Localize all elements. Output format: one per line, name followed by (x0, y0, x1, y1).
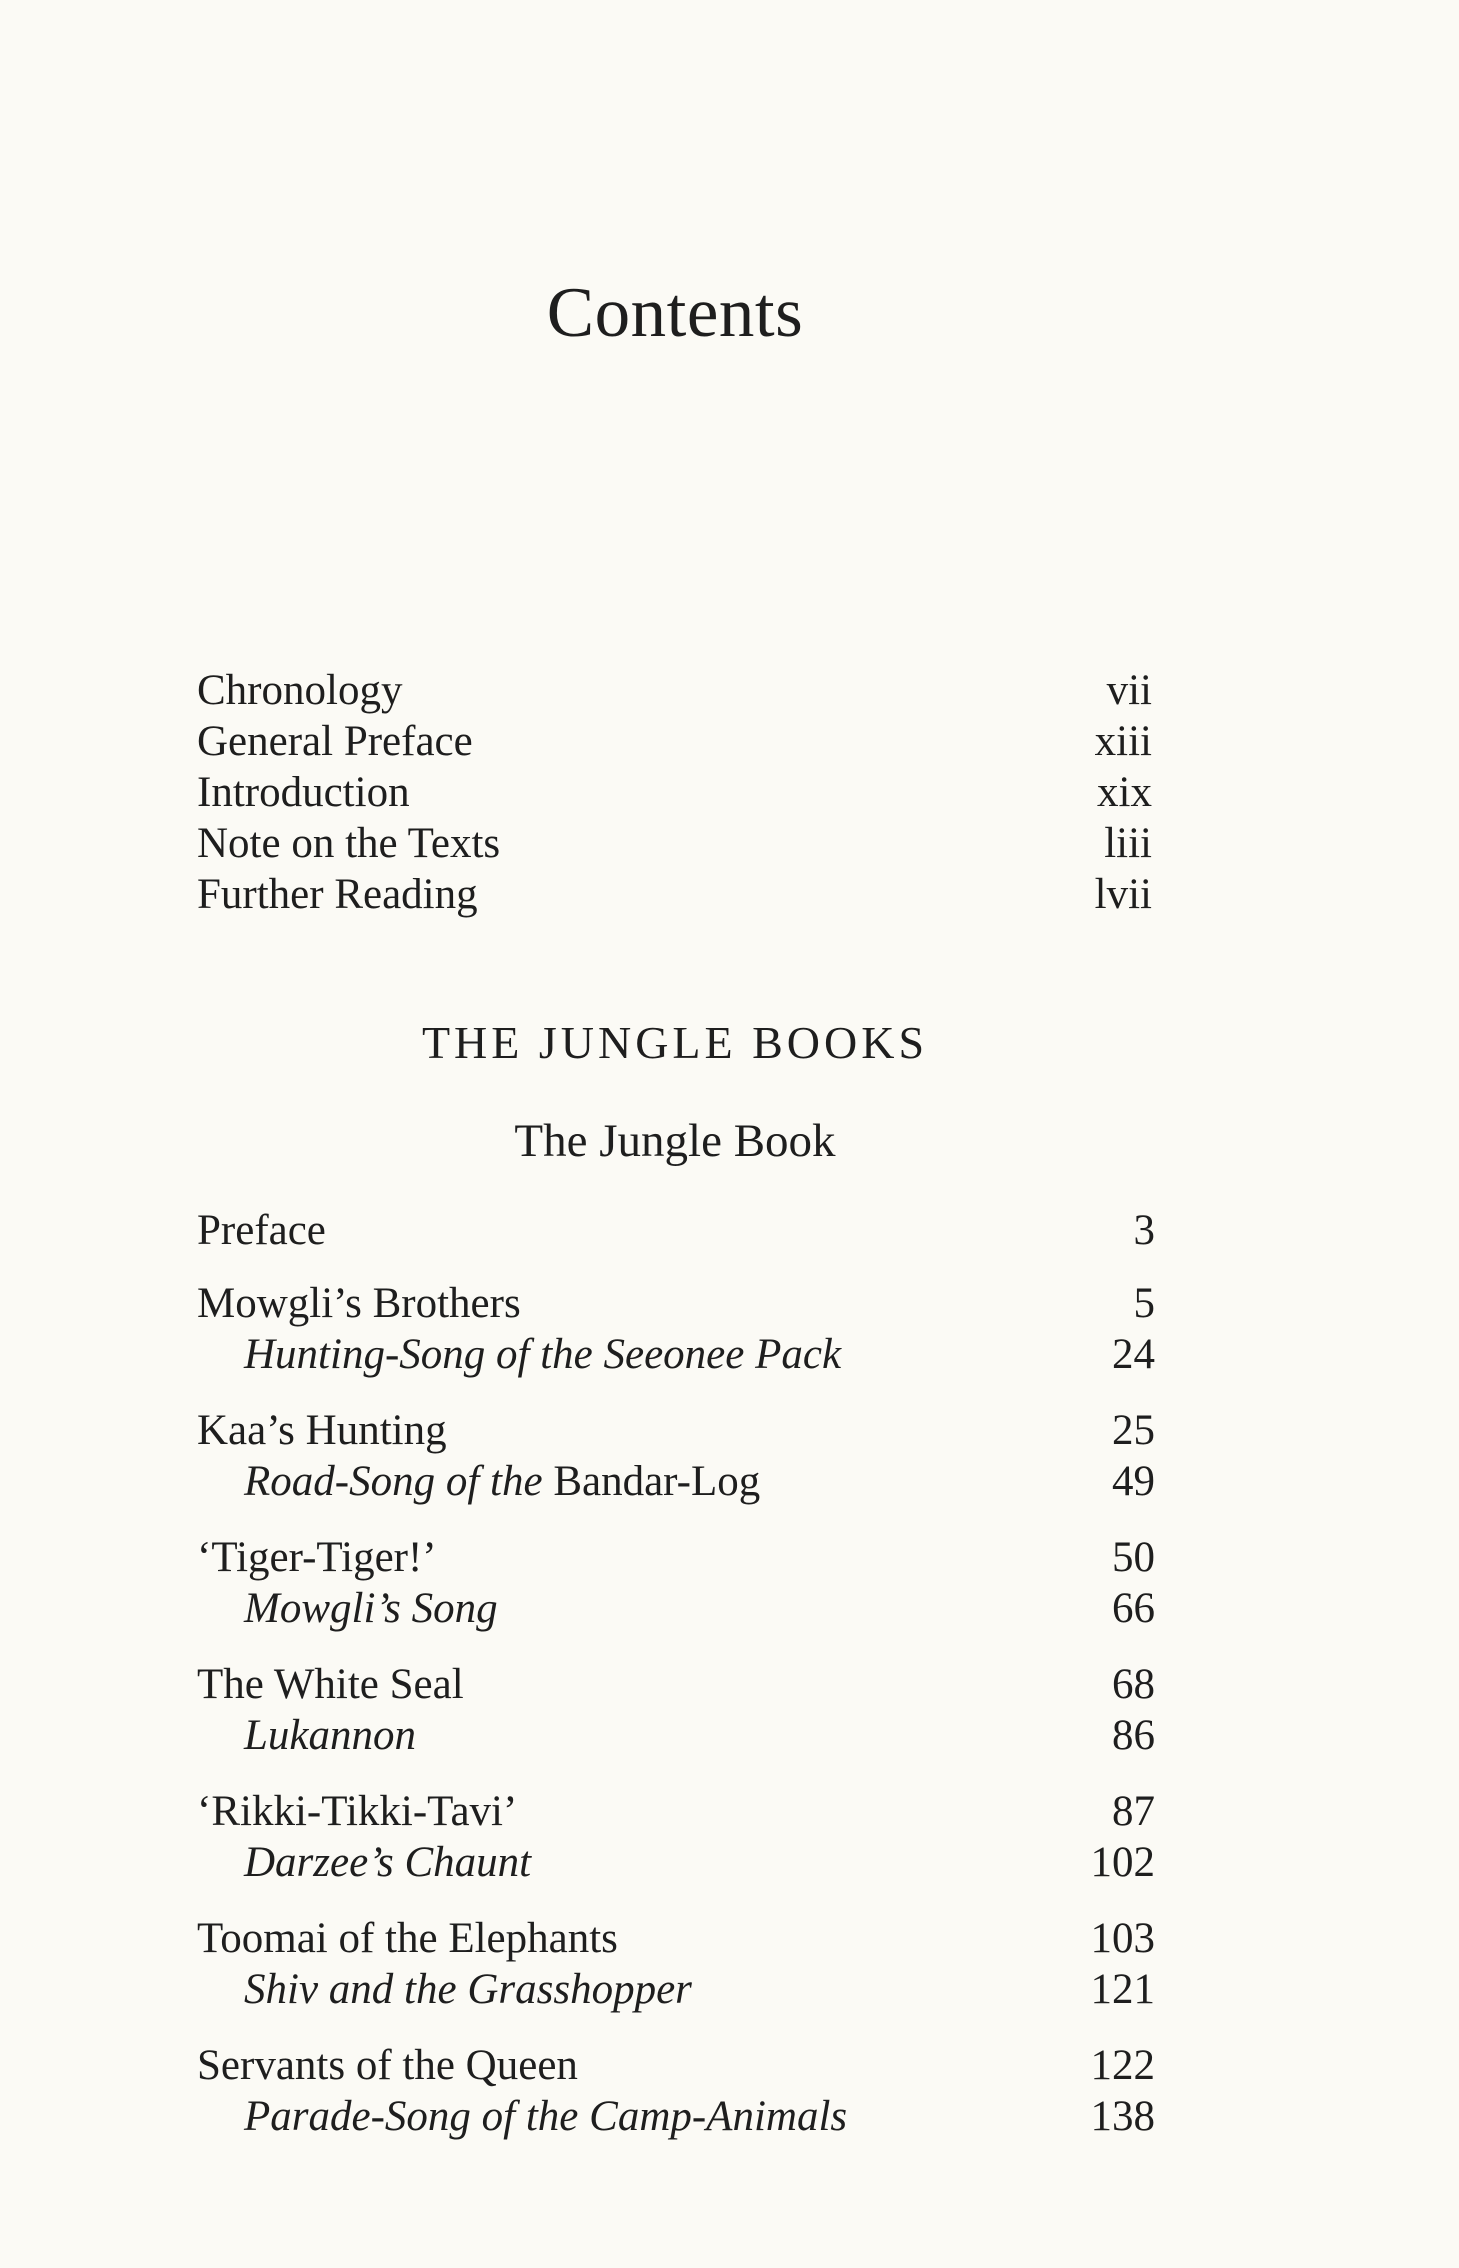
front-matter-list (197, 665, 1152, 920)
section-heading: THE JUNGLE BOOKS (421, 1017, 929, 1068)
song-row (197, 1964, 1155, 2015)
song-title: Shiv and the Grasshopper (244, 1966, 692, 2013)
toc-page-number: 49 (1112, 1458, 1155, 1505)
toc-entry-label: Introduction (197, 769, 410, 816)
story-entry (197, 1913, 1155, 2015)
toc-row (197, 1532, 1155, 1583)
toc-page-number: 68 (1112, 1661, 1155, 1708)
song-title: Parade-Song of the Camp-Animals (244, 2093, 848, 2140)
toc-page-number: 86 (1112, 1712, 1155, 1759)
song-row (197, 1837, 1155, 1888)
toc-row (197, 1786, 1155, 1837)
toc-row (197, 2040, 1155, 2091)
toc-page-number: 5 (1133, 1280, 1155, 1327)
toc-page-number: xix (1097, 769, 1152, 816)
toc-page-number: 25 (1112, 1407, 1155, 1454)
toc-page-number: 121 (1090, 1966, 1155, 2013)
song-title-roman: Bandar-Log (553, 1458, 761, 1505)
toc-page-number: vii (1106, 667, 1152, 714)
toc-row (197, 716, 1152, 767)
toc-page-number: 24 (1112, 1331, 1155, 1378)
toc-row (197, 1913, 1155, 1964)
toc-row (197, 1278, 1155, 1329)
toc-entry-label: Further Reading (197, 871, 478, 918)
song-title: Mowgli’s Song (244, 1585, 498, 1632)
story-entry (197, 1278, 1155, 1380)
story-entry (197, 1405, 1155, 1507)
story-title: Kaa’s Hunting (197, 1407, 447, 1454)
book-title: The Jungle Book (514, 1115, 836, 1167)
song-row (197, 1456, 1155, 1507)
story-entry (197, 1205, 1155, 1256)
story-title: The White Seal (197, 1661, 464, 1708)
toc-row (197, 1405, 1155, 1456)
toc-page-number: 138 (1090, 2093, 1155, 2140)
toc-row (197, 1205, 1155, 1256)
song-row (197, 2091, 1155, 2142)
story-entry (197, 2040, 1155, 2142)
stories-list (197, 1205, 1155, 2167)
toc-page-number: 103 (1090, 1915, 1155, 1962)
story-title: ‘Rikki-Tikki-Tavi’ (197, 1788, 518, 1835)
story-entry (197, 1786, 1155, 1888)
story-title: Mowgli’s Brothers (197, 1280, 521, 1327)
toc-page-number: xiii (1094, 718, 1152, 765)
toc-entry-label: Note on the Texts (197, 820, 501, 867)
song-row (197, 1583, 1155, 1634)
story-entry (197, 1532, 1155, 1634)
story-title: Servants of the Queen (197, 2042, 578, 2089)
toc-page-number: 3 (1133, 1207, 1155, 1254)
song-row (197, 1710, 1155, 1761)
toc-row (197, 869, 1152, 920)
story-title: Toomai of the Elephants (197, 1915, 618, 1962)
toc-entry-label: General Preface (197, 718, 473, 765)
toc-page-number: 87 (1112, 1788, 1155, 1835)
toc-row (197, 767, 1152, 818)
toc-page-number: lvii (1094, 871, 1152, 918)
story-title: Preface (197, 1207, 326, 1254)
toc-page-number: 122 (1090, 2042, 1155, 2089)
song-title: Darzee’s Chaunt (244, 1839, 532, 1886)
toc-row (197, 665, 1152, 716)
toc-page-number: 66 (1112, 1585, 1155, 1632)
song-title: Lukannon (244, 1712, 416, 1759)
page-title: Contents (546, 274, 804, 352)
story-title: ‘Tiger-Tiger!’ (197, 1534, 437, 1581)
story-entry (197, 1659, 1155, 1761)
toc-page-number: liii (1104, 820, 1152, 867)
toc-row (197, 818, 1152, 869)
toc-page-number: 50 (1112, 1534, 1155, 1581)
toc-entry-label: Chronology (197, 667, 403, 714)
toc-row (197, 1659, 1155, 1710)
song-row (197, 1329, 1155, 1380)
song-title (197, 1456, 760, 1507)
song-title: Hunting-Song of the Seeonee Pack (244, 1331, 842, 1378)
song-title-italic: Road-Song of the (244, 1458, 554, 1505)
toc-page-number: 102 (1090, 1839, 1155, 1886)
